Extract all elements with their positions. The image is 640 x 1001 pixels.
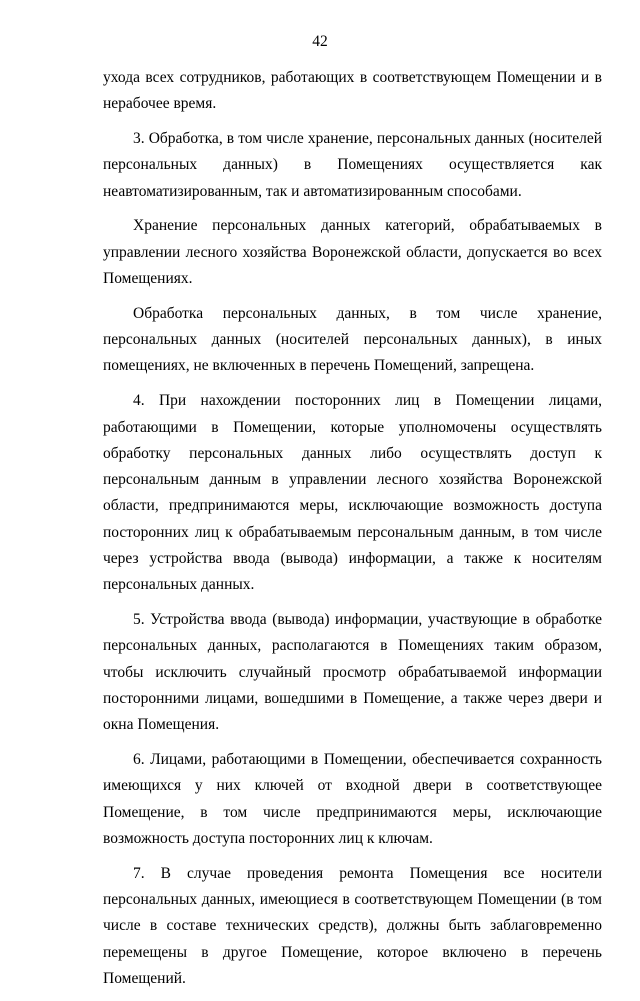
paragraph-item-7: 7. В случае проведения ремонта Помещения все носители персональных данных, имеющиеся в соответствующем Помещении (в том числе в составе технических средств), должны быть заблаговременно перемещены в другое Помещение, которое включено в перечень Помещений. <box>103 864 602 987</box>
paragraph-processing-prohibited: Обработка персональных данных, в том числе хранение, персональных данных (носителей персональных данных), в иных помещениях, не включенных в перечень Помещений, запрещена. <box>103 304 602 375</box>
page-number: 42 <box>312 33 328 50</box>
paragraph-storage-categories: Хранение персональных данных категорий, обрабатываемых в управлении лесного хозяйства Воронежской области, допускается во всех Помещениях. <box>103 217 602 288</box>
paragraph-item-6: 6. Лицами, работающими в Помещении, обеспечивается сохранность имеющихся у них ключей от входной двери в соответствующее Помещение, в том числе предпринимаются меры, исключающие возможность доступа посторонних лиц к ключам. <box>103 751 602 848</box>
paragraph-item-5: 5. Устройства ввода (вывода) информации, участвующие в обработке персональных данных, располагаются в Помещениях таким образом, чтобы исключить случайный просмотр обрабатываемой информации посторонними лицами, вошедшими в Помещение, а также через двери и окна Помещения. <box>103 611 602 734</box>
paragraph-item-4: 4. При нахождении посторонних лиц в Помещении лицами, работающими в Помещении, которые уполномочены осуществлять обработку персональных данных либо осуществлять доступ к персональным данным в управлении лесного хозяйства Воронежской области, предпринимаются меры, исключающие возможность доступа посторонних лиц к обрабатываемым персональным данным, в том числе через устройства ввода (вывода) информации, а также к носителям персональных данных. <box>103 392 602 594</box>
body-text <box>103 65 602 1001</box>
paragraph-continuation: ухода всех сотрудников, работающих в соответствующем Помещении и в нерабочее время. <box>103 69 602 113</box>
paragraph-item-3: 3. Обработка, в том числе хранение, персональных данных (носителей персональных данных) в Помещениях осуществляется как неавтоматизированным, так и автоматизированным способами. <box>103 130 602 200</box>
